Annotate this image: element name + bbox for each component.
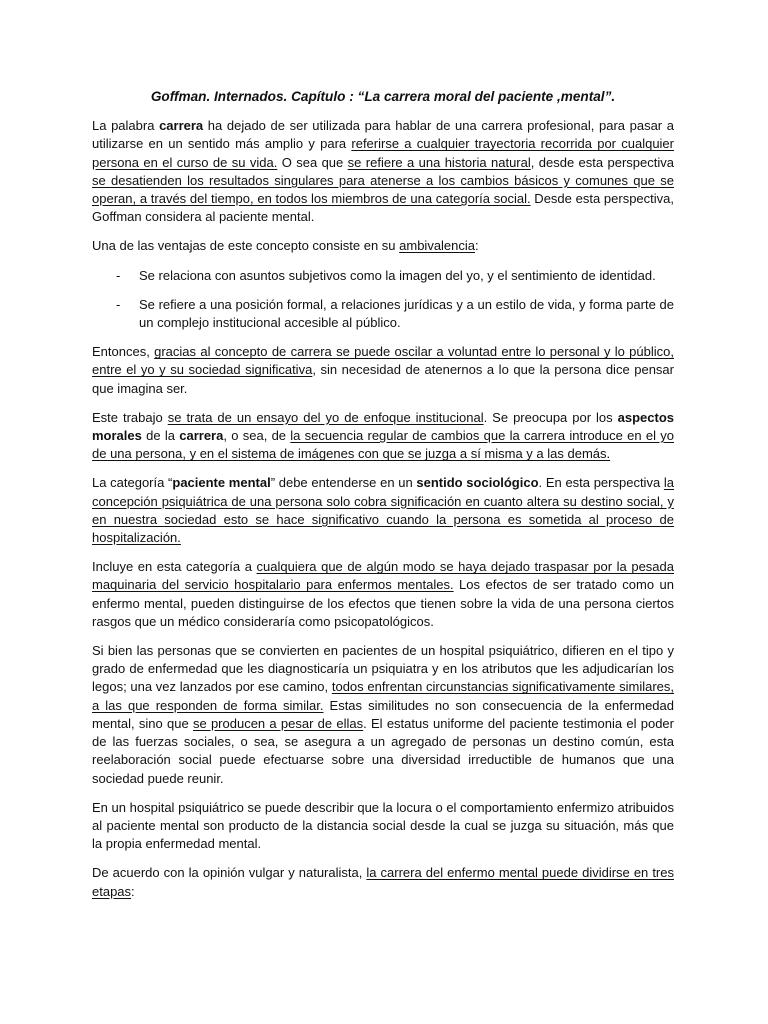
paragraph-si-bien <box>92 642 674 788</box>
underlined-text: la concepción psiquiátrica de una persona solo cobra significación en cuanto altera su destino social, y en nuestra sociedad esto se hace significativo cuando la persona es sometida al proceso de hospitalización. <box>92 475 674 546</box>
underlined-text: todos enfrentan circunstancias significativamente similares, a las que responden de forma similar. <box>92 679 674 713</box>
bullet-list <box>92 267 674 333</box>
bullet-item <box>92 267 674 285</box>
text-run: Incluye en esta categoría a <box>92 559 257 575</box>
text-run: De acuerdo con la opinión vulgar y naturalista, <box>92 865 367 881</box>
text-run: , o sea, de <box>223 428 291 444</box>
bold-term: aspectos morales <box>92 409 674 444</box>
bold-term: carrera <box>179 428 224 444</box>
underlined-text: ambivalencia <box>399 238 476 254</box>
text-run: Los efectos de ser tratado como un enfermo mental, pueden distinguirse de los efectos que tienen sobre la vida de una persona ciertos rasgos que un médico consideraría como psicopatológicos. <box>92 577 674 629</box>
text-run: : <box>131 883 135 899</box>
text-run: ” debe entenderse en un <box>270 475 417 491</box>
text-run: : <box>475 238 479 254</box>
underlined-text: gracias al concepto de carrera se puede oscilar a voluntad entre lo personal y lo público, entre el yo y su sociedad significativa <box>92 344 674 378</box>
text-run: . En esta perspectiva <box>538 475 664 491</box>
paragraph-carrera-definition <box>92 117 674 226</box>
underlined-text: se desatienden los resultados singulares para atenerse a los cambios básicos y comunes que se operan, a través del tiempo, en todos los miembros de una categoría social. <box>92 172 674 207</box>
document-title: Goffman. Internados. Capítulo : “La carrera moral del paciente ,mental”. <box>150 89 616 104</box>
text-run: , sin necesidad de atenernos a lo que la persona dice pensar que imagina ser. <box>92 362 674 396</box>
underlined-text: se producen a pesar de ellas <box>192 715 364 731</box>
text-run: . Se preocupa por los <box>483 409 618 425</box>
underlined-text: la secuencia regular de cambios que la carrera introduce en el yo de una persona, y en el sistema de imágenes con que se juzga a sí misma y a las demás. <box>92 428 674 462</box>
bullet-text: Se relaciona con asuntos subjetivos como la imagen del yo, y el sentimiento de identidad. <box>139 267 656 283</box>
bullet-dash: - <box>116 267 121 283</box>
text-run: O sea que <box>277 154 348 170</box>
bold-term: paciente mental <box>172 475 271 491</box>
text-run: La palabra <box>92 118 160 134</box>
text-run: Desde esta perspectiva, Goffman considera al paciente mental. <box>92 191 674 225</box>
document-page <box>92 88 674 912</box>
text-run: . El estatus uniforme del paciente testimonia el poder de las fuerzas sociales, o sea, se asegura a un agregado de personas un destino común, esta reelaboración social puede efectuarse sobre una diversidad irreductible de humanos que una sociedad puede reunir. <box>92 715 674 786</box>
underlined-text: referirse a cualquier trayectoria recorrida por cualquier persona en el curso de su vida. <box>92 136 674 170</box>
text-run: Este trabajo <box>92 409 168 425</box>
bullet-dash: - <box>116 296 121 312</box>
underlined-text: se refiere a una historia natural <box>347 154 531 170</box>
paragraph-ventajas <box>92 237 674 255</box>
text-run: de la <box>141 428 180 444</box>
underlined-text: cualquiera que de algún modo se haya dejado traspasar por la pesada maquinaria del servicio hospitalario para enfermos mentales. <box>92 559 674 593</box>
text-run: Entonces, <box>92 344 155 360</box>
text-run: La categoría “ <box>92 475 173 491</box>
paragraph-opinion-vulgar <box>92 864 674 900</box>
bold-term: sentido sociológico <box>416 475 539 491</box>
text-run: En un hospital psiquiátrico se puede describir que la locura o el comportamiento enfermizo atribuidos al paciente mental son producto de la distancia social desde la cual se juzga su situación, más que la propia enfermedad mental. <box>92 799 674 852</box>
paragraph-hospital <box>92 799 674 854</box>
text-run: Una de las ventajas de este concepto consiste en su <box>92 238 400 254</box>
paragraph-categoria-paciente <box>92 474 674 547</box>
underlined-text: la carrera del enfermo mental puede dividirse en tres etapas <box>92 865 674 899</box>
bullet-text: Se refiere a una posición formal, a relaciones jurídicas y a un estilo de vida, y forma parte de un complejo institucional accesible al público. <box>139 296 674 331</box>
paragraph-este-trabajo <box>92 409 674 464</box>
text-run: Si bien las personas que se convierten en pacientes de un hospital psiquiátrico, difieren en el tipo y grado de enfermedad que les diagnosticaría un psiquiatra y en los atributos que les adjudicarían los legos; una vez lanzados por ese camino, <box>92 643 674 695</box>
text-run: , desde esta perspectiva <box>530 154 674 170</box>
paragraph-incluye <box>92 558 674 631</box>
text-run: ha dejado de ser utilizada para hablar de una carrera profesional, para pasar a utilizarse en un sentido más amplio y para <box>92 118 674 152</box>
paragraph-entonces <box>92 343 674 398</box>
bullet-item <box>92 296 674 332</box>
bold-term: carrera <box>159 118 204 134</box>
text-run: Estas similitudes no son consecuencia de la enfermedad mental, sino que <box>92 697 674 731</box>
underlined-text: se trata de un ensayo del yo de enfoque institucional <box>167 409 484 425</box>
